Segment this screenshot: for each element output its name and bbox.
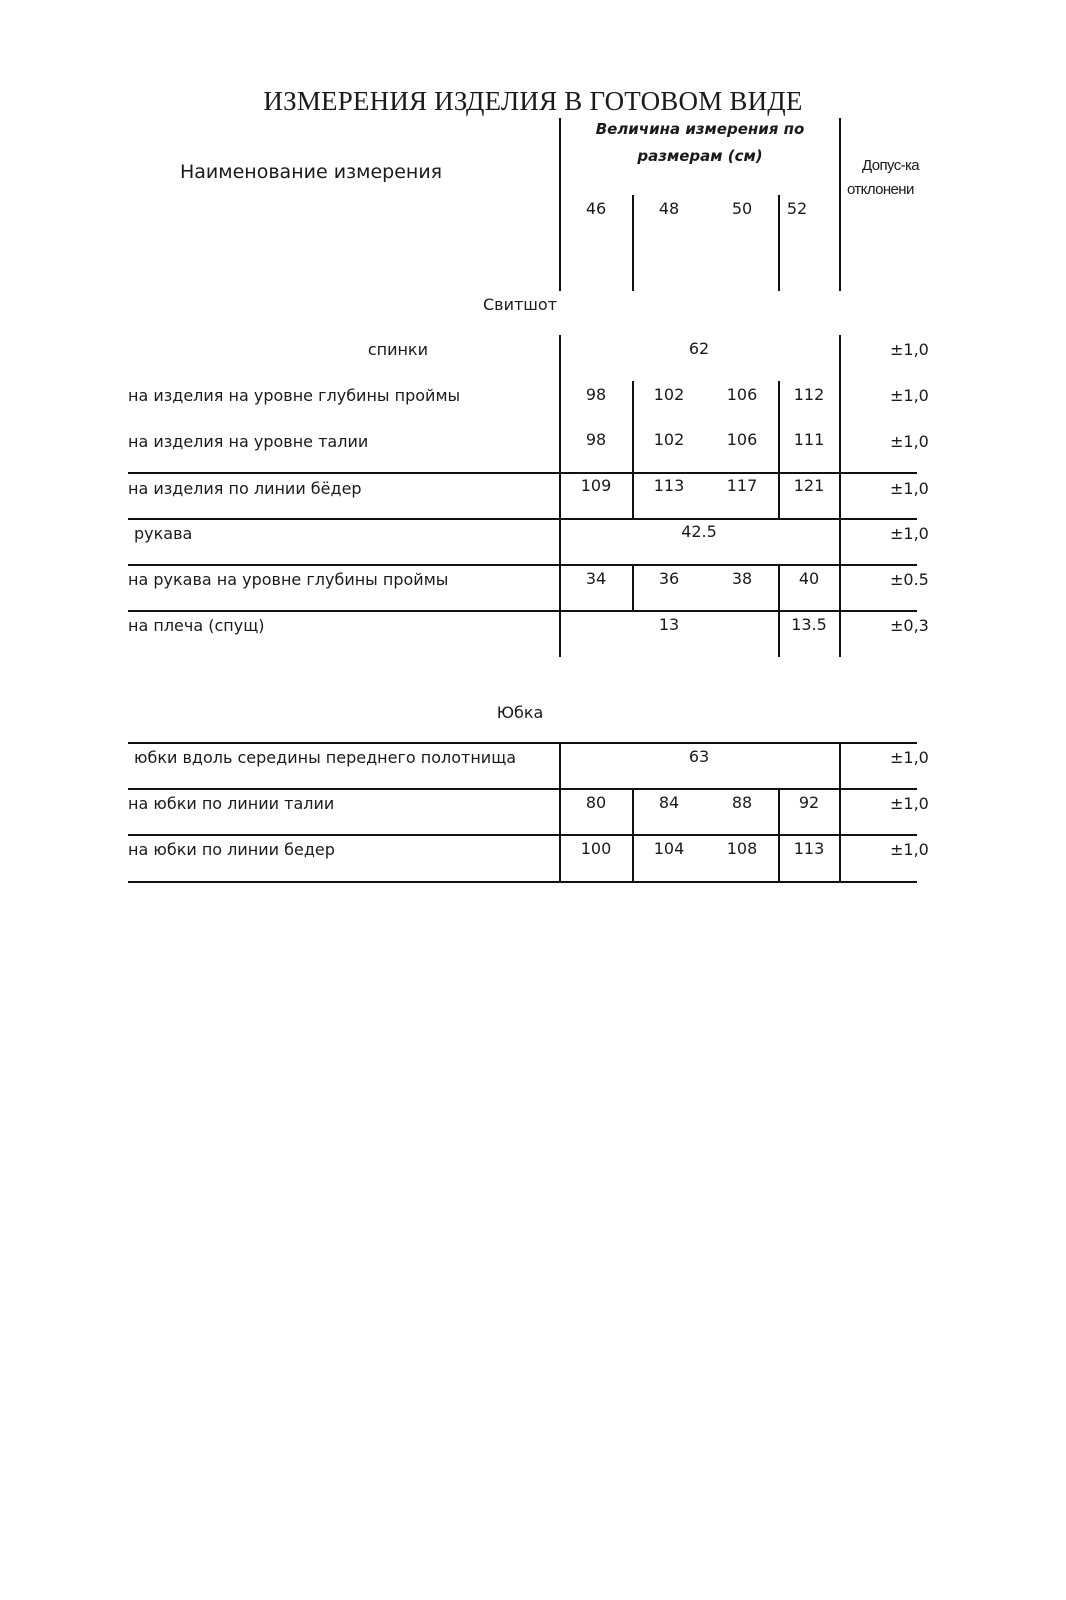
header-size-group-line1: Величина измерения по xyxy=(595,120,805,138)
table-divider xyxy=(632,788,634,882)
row-value: 113 xyxy=(793,839,825,858)
row-value: 100 xyxy=(580,839,612,858)
size-52-header: 52 xyxy=(786,199,808,218)
row-value: 102 xyxy=(653,385,685,404)
row-value: 109 xyxy=(580,476,612,495)
row-merged-value: 42.5 xyxy=(681,522,717,541)
row-label: рукава xyxy=(134,524,193,543)
table-rule xyxy=(128,742,917,744)
row-label: на изделия на уровне глубины проймы xyxy=(128,386,461,405)
table-rule xyxy=(128,518,917,520)
table-rule xyxy=(128,881,917,883)
row-label: на юбки по линии талии xyxy=(128,794,335,813)
row-value: 106 xyxy=(726,385,758,404)
table-divider xyxy=(632,565,634,611)
table-divider xyxy=(559,335,561,657)
table-divider xyxy=(839,742,841,882)
row-value: 102 xyxy=(653,430,685,449)
header-tolerance-line1: Допус-ка xyxy=(862,157,920,174)
table-rule xyxy=(128,610,917,612)
table-divider xyxy=(632,381,634,519)
row-label: на рукава на уровне глубины проймы xyxy=(128,570,449,589)
header-divider xyxy=(559,118,561,291)
row-tolerance: ±1,0 xyxy=(890,794,929,813)
header-size-group xyxy=(596,116,805,170)
header-divider xyxy=(839,118,841,291)
row-value: 34 xyxy=(585,569,607,588)
row-merged-value: 13 xyxy=(658,615,680,634)
row-value: 112 xyxy=(793,385,825,404)
row-tolerance: ±0,3 xyxy=(890,616,929,635)
header-tolerance xyxy=(847,154,920,202)
row-value: 98 xyxy=(585,430,607,449)
row-tolerance: ±1,0 xyxy=(890,479,929,498)
row-value: 38 xyxy=(731,569,753,588)
row-value: 36 xyxy=(658,569,680,588)
table-divider xyxy=(559,742,561,882)
table-divider xyxy=(839,335,841,657)
row-value: 98 xyxy=(585,385,607,404)
row-tolerance: ±1,0 xyxy=(890,748,929,767)
section-title-skirt: Юбка xyxy=(496,703,544,722)
row-label: юбки вдоль середины переднего полотнища xyxy=(134,748,517,767)
row-tolerance: ±1,0 xyxy=(890,386,929,405)
header-divider xyxy=(778,195,780,291)
row-value: 121 xyxy=(793,476,825,495)
row-value: 111 xyxy=(793,430,825,449)
header-size-group-line2: размерам (см) xyxy=(637,147,763,165)
row-value: 104 xyxy=(653,839,685,858)
size-50-header: 50 xyxy=(731,199,753,218)
row-tolerance: ±0.5 xyxy=(890,570,929,589)
row-label: на изделия на уровне талии xyxy=(128,432,369,451)
table-rule xyxy=(128,564,917,566)
page-title: ИЗМЕРЕНИЯ ИЗДЕЛИЯ В ГОТОВОМ ВИДЕ xyxy=(263,86,803,116)
row-tolerance: ±1,0 xyxy=(890,432,929,451)
row-value: 113 xyxy=(653,476,685,495)
row-label: на плеча (спущ) xyxy=(128,616,265,635)
row-label: спинки xyxy=(367,340,428,359)
header-name-column: Наименование измерения xyxy=(180,161,443,183)
row-value: 80 xyxy=(585,793,607,812)
row-merged-value: 63 xyxy=(688,747,710,766)
row-label: на юбки по линии бедер xyxy=(128,840,335,859)
table-rule xyxy=(128,472,917,474)
row-tolerance: ±1,0 xyxy=(890,340,929,359)
row-value: 88 xyxy=(731,793,753,812)
row-label: на изделия по линии бёдер xyxy=(128,479,362,498)
header-divider xyxy=(632,195,634,291)
row-tolerance: ±1,0 xyxy=(890,840,929,859)
header-tolerance-line2: отклонени xyxy=(847,181,914,198)
row-value: 92 xyxy=(798,793,820,812)
row-value: 13.5 xyxy=(791,615,827,634)
table-divider xyxy=(778,788,780,882)
row-value: 84 xyxy=(658,793,680,812)
row-value: 106 xyxy=(726,430,758,449)
table-rule xyxy=(128,788,917,790)
table-divider xyxy=(778,381,780,519)
row-tolerance: ±1,0 xyxy=(890,524,929,543)
row-value: 108 xyxy=(726,839,758,858)
row-value: 117 xyxy=(726,476,758,495)
table-rule xyxy=(128,834,917,836)
size-46-header: 46 xyxy=(585,199,607,218)
row-value: 40 xyxy=(798,569,820,588)
section-title-sweatshirt: Свитшот xyxy=(482,295,558,314)
row-merged-value: 62 xyxy=(688,339,710,358)
size-48-header: 48 xyxy=(658,199,680,218)
